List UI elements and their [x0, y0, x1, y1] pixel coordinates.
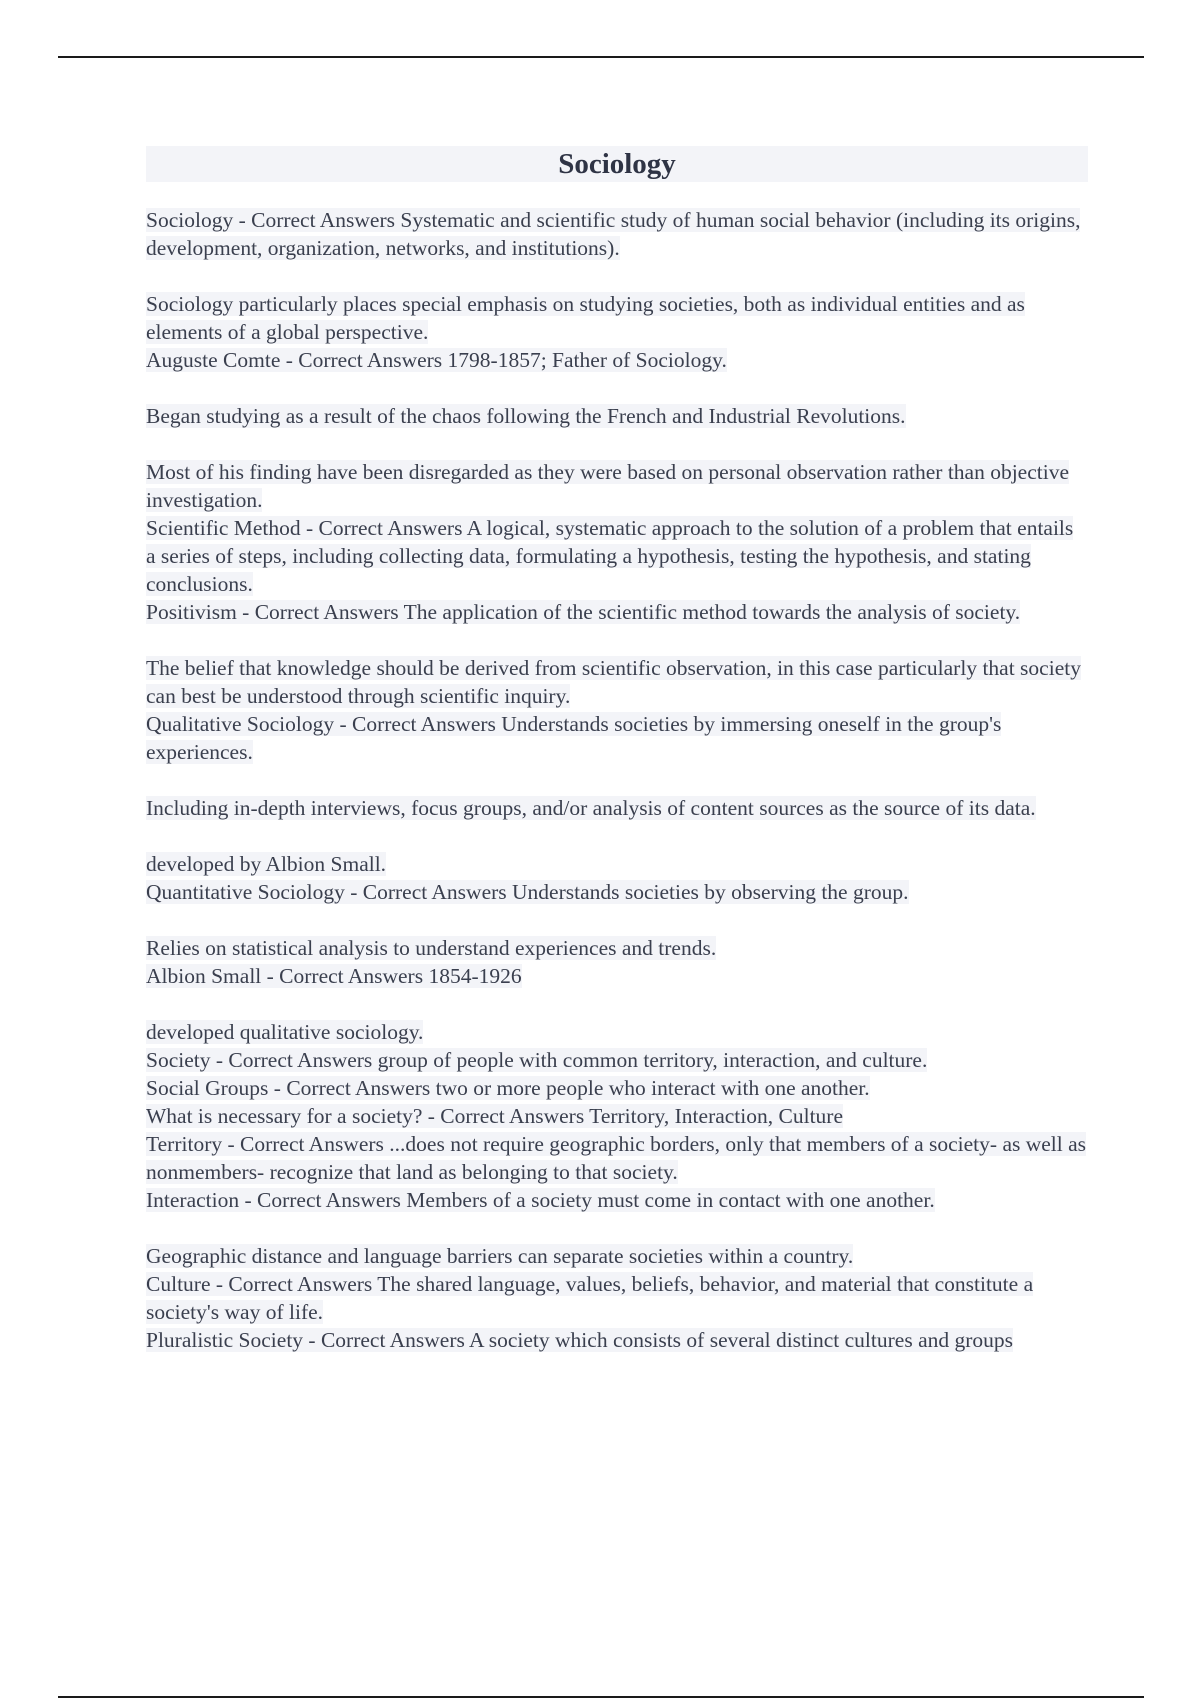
text-paragraph	[146, 598, 1088, 626]
paragraph-gap	[146, 766, 1088, 794]
paragraph-text: Relies on statistical analysis to understand experiences and trends.	[146, 936, 717, 960]
paragraph-text: Quantitative Sociology - Correct Answers Understands societies by observing the group.	[146, 880, 909, 904]
top-rule	[58, 56, 1144, 58]
paragraph-gap	[146, 1214, 1088, 1242]
text-paragraph	[146, 1242, 1088, 1270]
paragraph-text: Geographic distance and language barriers can separate societies within a country.	[146, 1244, 854, 1268]
paragraph-text: Qualitative Sociology - Correct Answers Understands societies by immersing oneself in the group's experiences.	[146, 712, 1002, 764]
paragraph-text: Interaction - Correct Answers Members of a society must come in contact with one another.	[146, 1188, 935, 1212]
paragraph-text: Culture - Correct Answers The shared language, values, beliefs, behavior, and material that constitute a society's way of life.	[146, 1272, 1034, 1324]
paragraph-text: Including in-depth interviews, focus groups, and/or analysis of content sources as the source of its data.	[146, 796, 1036, 820]
paragraph-text: Pluralistic Society - Correct Answers A society which consists of several distinct cultures and groups	[146, 1328, 1014, 1352]
text-paragraph	[146, 1186, 1088, 1214]
text-paragraph	[146, 934, 1088, 962]
paragraph-text: What is necessary for a society? - Correct Answers Territory, Interaction, Culture	[146, 1104, 843, 1128]
paragraph-text: developed by Albion Small.	[146, 852, 387, 876]
text-paragraph	[146, 1018, 1088, 1046]
paragraph-gap	[146, 262, 1088, 290]
text-paragraph	[146, 850, 1088, 878]
paragraph-text: Auguste Comte - Correct Answers 1798-1857; Father of Sociology.	[146, 348, 727, 372]
text-paragraph	[146, 962, 1088, 990]
paragraph-text: Society - Correct Answers group of people with common territory, interaction, and culture.	[146, 1048, 928, 1072]
text-paragraph	[146, 514, 1088, 598]
paragraph-text: developed qualitative sociology.	[146, 1020, 424, 1044]
text-paragraph	[146, 1270, 1088, 1326]
text-paragraph	[146, 346, 1088, 374]
paragraph-text: Scientific Method - Correct Answers A logical, systematic approach to the solution of a problem that entails a series of steps, including collecting data, formulating a hypothesis, testing the hypothesis, and stating conclusions.	[146, 516, 1074, 596]
paragraph-text: Most of his finding have been disregarded as they were based on personal observation rather than objective investigation.	[146, 460, 1070, 512]
text-paragraph	[146, 1130, 1088, 1186]
paragraph-text: Territory - Correct Answers ...does not require geographic borders, only that members of a society- as well as nonmembers- recognize that land as belonging to that society.	[146, 1132, 1087, 1184]
document-body	[146, 146, 1088, 1354]
paragraph-gap	[146, 626, 1088, 654]
paragraph-gap	[146, 990, 1088, 1018]
paragraph-gap	[146, 822, 1088, 850]
paragraph-text: Sociology - Correct Answers Systematic and scientific study of human social behavior (including its origins, development, organization, networks, and institutions).	[146, 208, 1081, 260]
text-paragraph	[146, 710, 1088, 766]
paragraph-text: The belief that knowledge should be derived from scientific observation, in this case particularly that society can best be understood through scientific inquiry.	[146, 656, 1081, 708]
text-paragraph	[146, 1102, 1088, 1130]
paragraph-text: Sociology particularly places special emphasis on studying societies, both as individual entities and as elements of a global perspective.	[146, 292, 1025, 344]
paragraph-gap	[146, 374, 1088, 402]
paragraph-text: Albion Small - Correct Answers 1854-1926	[146, 964, 522, 988]
text-paragraph	[146, 206, 1088, 262]
paragraph-gap	[146, 906, 1088, 934]
text-paragraph	[146, 1326, 1088, 1354]
paragraph-text: Began studying as a result of the chaos following the French and Industrial Revolutions.	[146, 404, 906, 428]
text-paragraph	[146, 458, 1088, 514]
paragraph-text: Positivism - Correct Answers The application of the scientific method towards the analysis of society.	[146, 600, 1021, 624]
page-title: Sociology	[146, 146, 1088, 182]
text-paragraph	[146, 290, 1088, 346]
text-paragraph	[146, 878, 1088, 906]
text-paragraph	[146, 402, 1088, 430]
text-paragraph	[146, 794, 1088, 822]
text-paragraph	[146, 1046, 1088, 1074]
paragraph-gap	[146, 430, 1088, 458]
text-paragraph	[146, 1074, 1088, 1102]
paragraph-text: Social Groups - Correct Answers two or more people who interact with one another.	[146, 1076, 870, 1100]
text-paragraph	[146, 654, 1088, 710]
bottom-rule	[58, 1696, 1144, 1698]
paragraph-list	[146, 206, 1088, 1354]
